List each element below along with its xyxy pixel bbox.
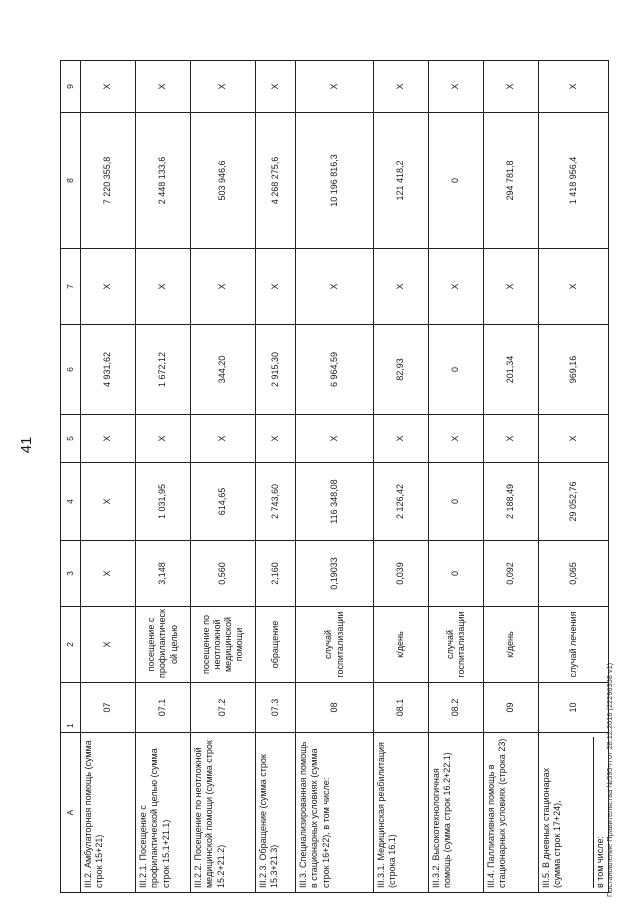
column-number-cell: 4 — [61, 463, 81, 541]
table-cell: Х — [136, 415, 191, 463]
table-cell: 0,092 — [484, 541, 539, 607]
row-label: III.2.2. Посещение по неотложной медицинской помощи (сумма строк 15.2+21.2) — [193, 740, 226, 888]
table-cell: посещение с профилактическ ой целью — [136, 607, 191, 683]
table-cell: 503 946,6 — [191, 113, 256, 249]
row-label-cell — [429, 733, 484, 893]
table-cell: 08.2 — [429, 683, 484, 733]
row-label-cell — [191, 733, 256, 893]
table-cell: 0,19033 — [296, 541, 374, 607]
table-cell: случай лечения — [539, 607, 609, 683]
table-cell: Х — [429, 415, 484, 463]
row-label-cell — [374, 733, 429, 893]
table-cell: Х — [256, 249, 296, 325]
table-cell: 614,65 — [191, 463, 256, 541]
row-label-cell — [484, 733, 539, 893]
table-cell: Х — [81, 607, 136, 683]
table-cell: Х — [296, 61, 374, 113]
table-cell: 0,065 — [539, 541, 609, 607]
row-label: III.3.1. Медицинская реабилитация (строка 16.1) — [376, 742, 398, 888]
row-label: III.5. В дневных стационарах (сумма строк 17+24), — [541, 767, 563, 888]
table-cell: Х — [256, 61, 296, 113]
table-cell: 7 220 355,8 — [81, 113, 136, 249]
table-cell: 121 418,2 — [374, 113, 429, 249]
table-cell: Х — [296, 249, 374, 325]
table-row — [81, 61, 136, 893]
table-cell: 6 964,59 — [296, 325, 374, 415]
table-row — [256, 61, 296, 893]
table-cell: 1 418 956,4 — [539, 113, 609, 249]
column-number-row — [61, 61, 81, 893]
column-number-cell: 6 — [61, 325, 81, 415]
table-cell: Х — [484, 61, 539, 113]
table-cell: 201,34 — [484, 325, 539, 415]
table-cell: 344,20 — [191, 325, 256, 415]
table-cell: случай госпитализации — [429, 607, 484, 683]
table-cell: Х — [374, 415, 429, 463]
table-cell: 08 — [296, 683, 374, 733]
table-cell: Х — [484, 415, 539, 463]
table-row — [429, 61, 484, 893]
table-cell: 10 196 816,3 — [296, 113, 374, 249]
table-cell: 07.3 — [256, 683, 296, 733]
table-cell: Х — [136, 61, 191, 113]
table-cell: Х — [81, 541, 136, 607]
column-number-cell: A — [61, 733, 81, 893]
table-row — [296, 61, 374, 893]
row-label-cell — [256, 733, 296, 893]
table-cell: 82,93 — [374, 325, 429, 415]
table-cell: 07.1 — [136, 683, 191, 733]
row-label: III.2. Амбулаторная помощь (сумма строк 15+21) — [83, 740, 105, 888]
table-cell: обращение — [256, 607, 296, 683]
table-cell: посещение по неотложной медицинской помощи — [191, 607, 256, 683]
table-cell: Х — [539, 415, 609, 463]
table-cell: к/день — [484, 607, 539, 683]
table-cell: Х — [81, 463, 136, 541]
table-cell: Х — [191, 415, 256, 463]
row-label-cell — [296, 733, 374, 893]
row-label-cell — [136, 733, 191, 893]
table-cell: 2 126,42 — [374, 463, 429, 541]
table-row — [484, 61, 539, 893]
column-number-cell: 7 — [61, 249, 81, 325]
table-cell: Х — [256, 415, 296, 463]
table-cell: 0 — [429, 541, 484, 607]
table-cell: Х — [191, 249, 256, 325]
table-cell: 0 — [429, 325, 484, 415]
table-cell: Х — [539, 249, 609, 325]
table-row — [191, 61, 256, 893]
table-cell: 08.1 — [374, 683, 429, 733]
row-label-cell — [539, 733, 609, 893]
table-cell: Х — [539, 61, 609, 113]
table-cell: Х — [296, 415, 374, 463]
table-cell: 29 052,76 — [539, 463, 609, 541]
table-cell: к/день — [374, 607, 429, 683]
table-cell: Х — [81, 61, 136, 113]
table-cell: 0,560 — [191, 541, 256, 607]
table-cell: 4 931,62 — [81, 325, 136, 415]
row-label: III.4. Паллиативная помощь в стационарных условиях (строка 23) — [486, 738, 508, 888]
table-cell: 2 743,60 — [256, 463, 296, 541]
footer-note: Постановление Правительства №595-п от 28.12.2016 (22296358 v1) — [605, 662, 614, 897]
table-cell: Х — [81, 415, 136, 463]
row-label: III.3.2. Высокотехнологичная помощь (сумма строк 16.2+22.1) — [431, 752, 453, 888]
table-cell: случай госпитализации — [296, 607, 374, 683]
page-number: 41 — [18, 436, 35, 454]
column-number-cell: 9 — [61, 61, 81, 113]
table-cell: 0,039 — [374, 541, 429, 607]
column-number-cell: 5 — [61, 415, 81, 463]
table-cell: Х — [81, 249, 136, 325]
table-cell: Х — [374, 249, 429, 325]
table-cell: 07.2 — [191, 683, 256, 733]
row-label: III.2.3. Обращение (сумма строк 15.3+21.3) — [258, 754, 280, 888]
table-cell: 0 — [429, 463, 484, 541]
table-cell: 0 — [429, 113, 484, 249]
table-cell: 969,16 — [539, 325, 609, 415]
table-row — [374, 61, 429, 893]
table-cell: 1 031,95 — [136, 463, 191, 541]
table-cell: 07 — [81, 683, 136, 733]
column-number-cell: 2 — [61, 607, 81, 683]
row-label-cell — [81, 733, 136, 893]
table-row — [136, 61, 191, 893]
table-cell: 294 781,8 — [484, 113, 539, 249]
column-number-cell: 1 — [61, 683, 81, 733]
table-cell: 1 672,12 — [136, 325, 191, 415]
table-cell: Х — [429, 249, 484, 325]
row-label: III.3. Специализированная помощь в стационарных условиях (сумма строк 16+22), в том числе: — [298, 741, 331, 888]
table-cell: Х — [136, 249, 191, 325]
table-cell: 10 — [539, 683, 609, 733]
table-cell: 2,160 — [256, 541, 296, 607]
table-cell: Х — [429, 61, 484, 113]
table-cell: 2 448 133,6 — [136, 113, 191, 249]
table-cell: Х — [191, 61, 256, 113]
table-cell: 09 — [484, 683, 539, 733]
row-label: III.2.1. Посещение с профилактической целью (сумма строк 15.1+21.1) — [138, 748, 171, 888]
table-cell: Х — [484, 249, 539, 325]
column-number-cell: 8 — [61, 113, 81, 249]
table-cell: 4 268 275,6 — [256, 113, 296, 249]
column-number-cell: 3 — [61, 541, 81, 607]
table-cell: 2 188,49 — [484, 463, 539, 541]
row-sublabel: в том числе: — [593, 737, 606, 888]
table-cell: Х — [374, 61, 429, 113]
financing-table — [60, 60, 609, 893]
table-cell: 116 348,08 — [296, 463, 374, 541]
table-row — [539, 61, 609, 893]
table-cell: 2 915,30 — [256, 325, 296, 415]
table-cell: 3,148 — [136, 541, 191, 607]
